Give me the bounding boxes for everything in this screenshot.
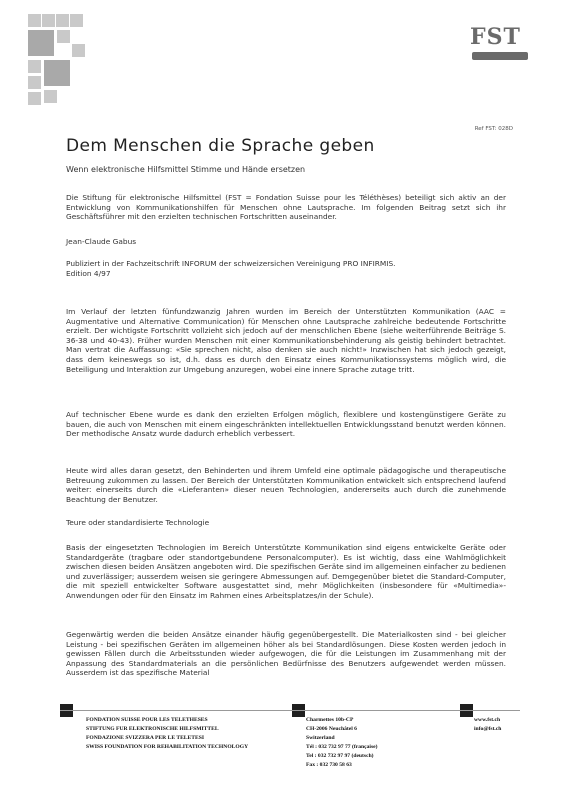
fax: Fax : 032 730 58 63 (306, 762, 352, 768)
fst-logo (470, 24, 530, 74)
page-subtitle: Wenn elektronische Hilfsmittel Stimme und Hände ersetzen (66, 165, 306, 174)
body-paragraph: Gegenwärtig werden die beiden Ansätze einander häufig gegenübergestellt. Die Materialkosten sind - bei gleicher Leistung - bei spezifischen Geräten im allgemeinen höher als bei Standardlösungen. Diese Kosten werden jedoch in gewissen Fällen durch die Arbeitsstunden wieder aufgewogen, die für die Leistungen im Zusammenhang mit der Anpassung des Standardmaterials an die persönlichen Bedürfnisse des Benutzers aufgewendet werden müssen. Ausserdem ist das spezifische Material (66, 630, 506, 678)
publication-edition: Edition 4/97 (66, 269, 111, 278)
address-block (306, 716, 377, 770)
phone-fr: Tél : 032 732 97 77 (française) (306, 744, 378, 750)
footer-divider (60, 710, 520, 711)
deco-square (28, 92, 41, 105)
author-name: Jean-Claude Gabus (66, 237, 137, 246)
deco-square (56, 14, 69, 27)
logo-bar (472, 52, 528, 60)
contact-block (474, 716, 501, 734)
deco-square (28, 14, 41, 27)
address-line: Switzerland (306, 735, 335, 741)
deco-square (44, 60, 70, 86)
foundation-name: FONDATION SUISSE POUR LES TELETHESES (86, 717, 208, 723)
address-line: CH-2006 Neuchâtel 6 (306, 726, 357, 732)
body-paragraph: Heute wird alles daran gesetzt, den Behinderten und ihrem Umfeld eine optimale pädagogische und therapeutische Betreuung zukommen zu lassen. Der Bereich der Unterstützten Kommunikation entwickelt sich entsprechend laufend weiter: einerseits durch die «Lieferanten» dieser neuen Technologien, andererseits auch durch die zunehmende Beachtung der Benutzer. (66, 466, 506, 504)
body-paragraph: Auf technischer Ebene wurde es dank den erzielten Erfolgen möglich, flexiblere und kostengünstigere Geräte zu bauen, die auch von Menschen mit einem eingeschränkten intellektuellen Entwicklungsstand benutzt werden können. Der methodische Ansatz wurde dadurch erheblich verbessert. (66, 410, 506, 439)
foundation-name: STIFTUNG FUR ELEKTRONISCHE HILFSMITTEL (86, 726, 219, 732)
deco-square (28, 30, 54, 56)
body-paragraph: Basis der eingesetzten Technologien im Bereich Unterstützte Kommunikation sind eigens entwickelte Geräte oder Standardgeräte (tragbare oder standortgebundene Personalcomputer). Es ist wichtig, dass eine Wahlmöglichkeit zwischen diesen beiden Ansätzen angeboten wird. Die spezifischen Geräte sind im allgemeinen einfacher zu bedienen und zuverlässiger; ausserdem weisen sie geringere Abmessungen auf. Demgegenüber bietet die Standard-Computer, die mit speziell entwickelter Software ausgestattet sind, mehr Möglichkeiten (insbesondere für «Multimedia»-Anwendungen oder für den Einsatz im Rahmen eines Arbeitsplatzes/in der Schule). (66, 543, 506, 600)
foundation-names (86, 716, 248, 752)
deco-square (70, 14, 83, 27)
body-paragraph: Im Verlauf der letzten fünfundzwanzig Jahren wurden im Bereich der Unterstützten Kommunikation (AAC = Augmentative und Alternative Communication) für Menschen ohne Lautsprache zahlreiche bedeutende Fortschritte erzielt. Der wichtigste Fortschritt vollzieht sich jedoch auf der menschlichen Ebene (siehe weiterführende Beiträge S. 36-38 und 40-43). Früher wurden Menschen mit einer Kommunikationsbehinderung als geistig behindert betrachtet. Man vertrat die Auffassung: «Sie sprechen nicht, also denken sie auch nicht!» Inzwischen hat sich jedoch gezeigt, dass dem keineswegs so ist, d.h. dass es durch den Einsatz eines Kommunikationssystems möglich wird, die Beteiligung und Interaktion zur Umgebung anzuregen, wobei eine innere Sprache zutage tritt. (66, 307, 506, 374)
publication-note: Publiziert in der Fachzeitschrift INFORUM der schweizersichen Vereinigung PRO INFIRMIS. (66, 259, 396, 268)
deco-square (72, 44, 85, 57)
website-link[interactable]: www.fst.ch (474, 717, 501, 723)
phone-de: Tel : 032 732 97 97 (deutsch) (306, 753, 374, 759)
deco-square (44, 90, 57, 103)
foundation-name: FONDAZIONE SVIZZERA PER LE TELETESI (86, 735, 205, 741)
deco-square (28, 60, 41, 73)
address-line: Charmettes 10b-CP (306, 717, 354, 723)
logo-text: FST (470, 24, 521, 50)
intro-paragraph: Die Stiftung für elektronische Hilfsmittel (FST = Fondation Suisse pour les Téléthèses) beteiligt sich aktiv an der Entwicklung von Kommunikationshilfen für Menschen ohne Lautsprache. Im folgenden Beitrag setzt sich ihr Geschäftsführer mit den erzielten technischen Fortschritten auseinander. (66, 193, 506, 222)
deco-square (57, 30, 70, 43)
foundation-name: SWISS FOUNDATION FOR REHABILITATION TECHNOLOGY (86, 744, 249, 750)
page-title: Dem Menschen die Sprache geben (66, 136, 375, 156)
deco-square (28, 76, 41, 89)
section-heading: Teure oder standardisierte Technologie (66, 518, 210, 527)
reference-number: Ref FST: 028D (474, 126, 513, 132)
email-link[interactable]: info@fst.ch (474, 726, 502, 732)
deco-square (42, 14, 55, 27)
